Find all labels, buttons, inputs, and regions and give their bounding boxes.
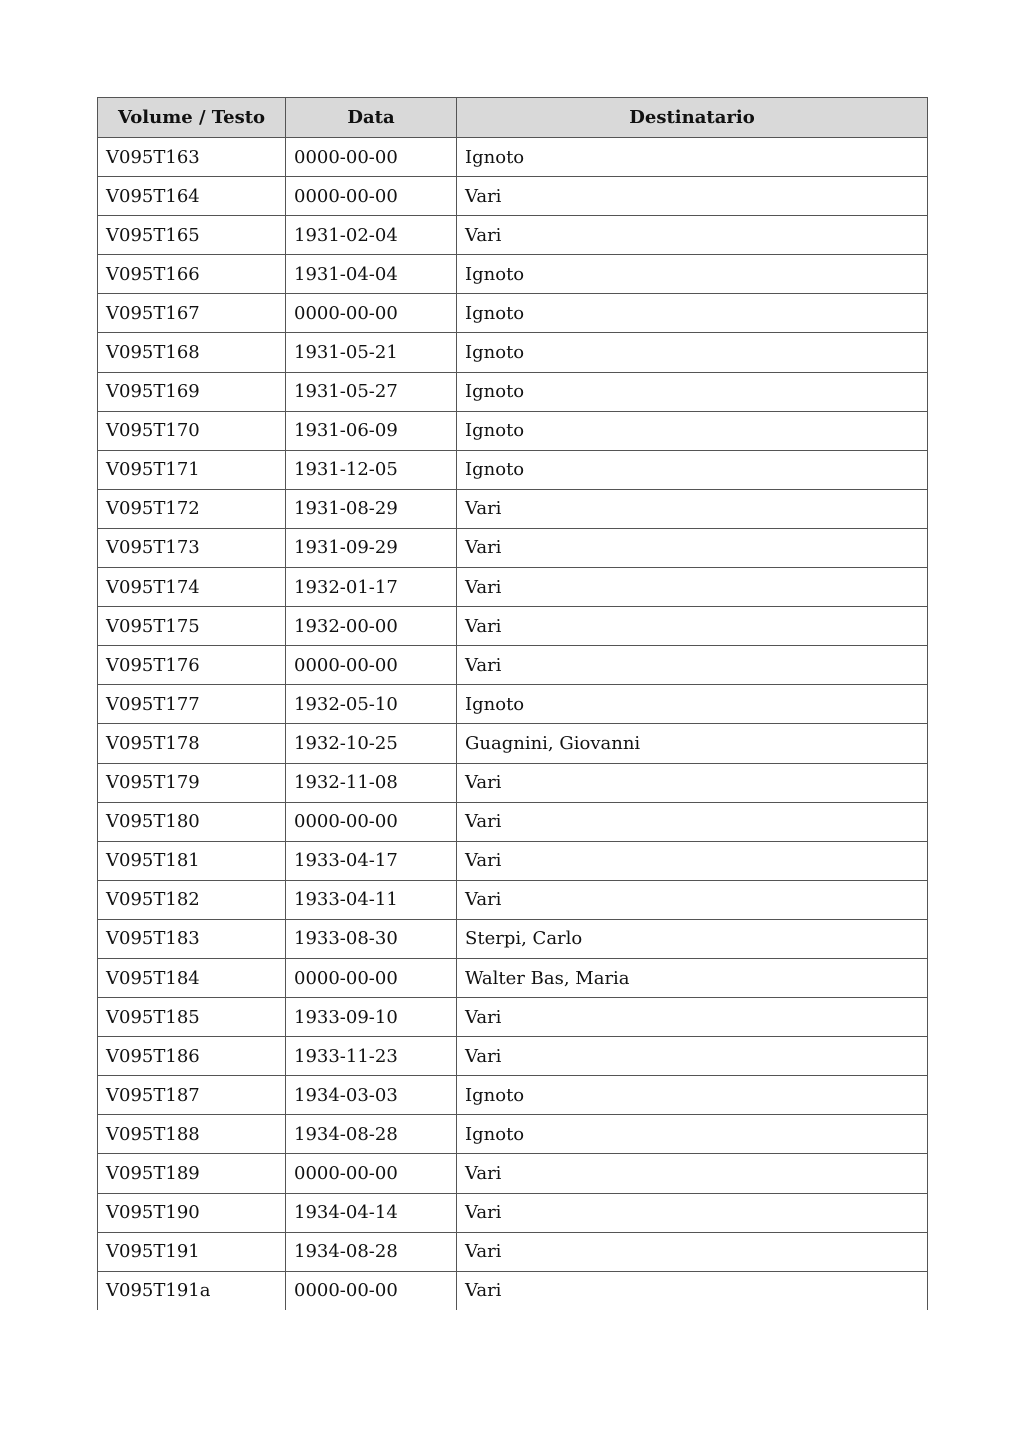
table-row xyxy=(98,372,928,411)
cell-destinatario: Ignoto xyxy=(457,372,928,411)
cell-data: 0000-00-00 xyxy=(286,1271,457,1310)
cell-volume-testo: V095T172 xyxy=(98,489,286,528)
table-row xyxy=(98,998,928,1037)
cell-data: 1933-09-10 xyxy=(286,998,457,1037)
table-row xyxy=(98,528,928,567)
table-row xyxy=(98,489,928,528)
cell-volume-testo: V095T187 xyxy=(98,1076,286,1115)
cell-destinatario: Vari xyxy=(457,1037,928,1076)
table-row xyxy=(98,1271,928,1310)
cell-data: 1931-09-29 xyxy=(286,528,457,567)
cell-volume-testo: V095T177 xyxy=(98,685,286,724)
table-row xyxy=(98,450,928,489)
cell-data: 1934-03-03 xyxy=(286,1076,457,1115)
cell-data: 1931-05-27 xyxy=(286,372,457,411)
cell-destinatario: Walter Bas, Maria xyxy=(457,958,928,997)
table-row xyxy=(98,880,928,919)
cell-volume-testo: V095T164 xyxy=(98,177,286,216)
table-row xyxy=(98,1193,928,1232)
table-row xyxy=(98,177,928,216)
cell-data: 1934-08-28 xyxy=(286,1115,457,1154)
cell-destinatario: Vari xyxy=(457,1193,928,1232)
cell-data: 1931-06-09 xyxy=(286,411,457,450)
table-row xyxy=(98,763,928,802)
cell-destinatario: Vari xyxy=(457,998,928,1037)
cell-destinatario: Vari xyxy=(457,880,928,919)
table-row xyxy=(98,685,928,724)
table-row xyxy=(98,568,928,607)
table-row xyxy=(98,1076,928,1115)
table-row xyxy=(98,919,928,958)
table-row xyxy=(98,802,928,841)
table-header xyxy=(98,98,928,138)
cell-volume-testo: V095T182 xyxy=(98,880,286,919)
table-row xyxy=(98,255,928,294)
cell-destinatario: Ignoto xyxy=(457,138,928,177)
cell-volume-testo: V095T185 xyxy=(98,998,286,1037)
cell-destinatario: Vari xyxy=(457,607,928,646)
table-row xyxy=(98,294,928,333)
cell-destinatario: Vari xyxy=(457,802,928,841)
cell-volume-testo: V095T191 xyxy=(98,1232,286,1271)
table-row xyxy=(98,216,928,255)
cell-data: 1934-04-14 xyxy=(286,1193,457,1232)
cell-data: 0000-00-00 xyxy=(286,958,457,997)
table-row xyxy=(98,1037,928,1076)
header-volume-testo: Volume / Testo xyxy=(98,98,286,138)
cell-volume-testo: V095T188 xyxy=(98,1115,286,1154)
cell-volume-testo: V095T173 xyxy=(98,528,286,567)
cell-destinatario: Ignoto xyxy=(457,450,928,489)
cell-destinatario: Ignoto xyxy=(457,333,928,372)
cell-volume-testo: V095T166 xyxy=(98,255,286,294)
header-row xyxy=(98,98,928,138)
cell-volume-testo: V095T165 xyxy=(98,216,286,255)
cell-volume-testo: V095T176 xyxy=(98,646,286,685)
cell-data: 1932-10-25 xyxy=(286,724,457,763)
cell-destinatario: Vari xyxy=(457,528,928,567)
table-row xyxy=(98,1115,928,1154)
cell-volume-testo: V095T181 xyxy=(98,841,286,880)
cell-data: 1932-01-17 xyxy=(286,568,457,607)
cell-data: 1933-04-11 xyxy=(286,880,457,919)
cell-volume-testo: V095T174 xyxy=(98,568,286,607)
cell-destinatario: Ignoto xyxy=(457,1076,928,1115)
table-row xyxy=(98,958,928,997)
header-data: Data xyxy=(286,98,457,138)
cell-data: 1932-00-00 xyxy=(286,607,457,646)
cell-data: 1934-08-28 xyxy=(286,1232,457,1271)
cell-data: 1933-11-23 xyxy=(286,1037,457,1076)
table-row xyxy=(98,333,928,372)
cell-destinatario: Ignoto xyxy=(457,1115,928,1154)
table-row xyxy=(98,841,928,880)
cell-destinatario: Vari xyxy=(457,489,928,528)
cell-volume-testo: V095T191a xyxy=(98,1271,286,1310)
table-body xyxy=(98,138,928,1310)
cell-data: 0000-00-00 xyxy=(286,802,457,841)
records-table xyxy=(97,97,928,1310)
cell-volume-testo: V095T184 xyxy=(98,958,286,997)
cell-volume-testo: V095T168 xyxy=(98,333,286,372)
cell-data: 1932-11-08 xyxy=(286,763,457,802)
cell-destinatario: Ignoto xyxy=(457,411,928,450)
cell-destinatario: Guagnini, Giovanni xyxy=(457,724,928,763)
cell-data: 1931-08-29 xyxy=(286,489,457,528)
cell-volume-testo: V095T167 xyxy=(98,294,286,333)
table-row xyxy=(98,138,928,177)
cell-destinatario: Vari xyxy=(457,568,928,607)
cell-data: 1933-08-30 xyxy=(286,919,457,958)
cell-volume-testo: V095T175 xyxy=(98,607,286,646)
cell-destinatario: Ignoto xyxy=(457,255,928,294)
cell-destinatario: Ignoto xyxy=(457,685,928,724)
cell-data: 0000-00-00 xyxy=(286,138,457,177)
cell-destinatario: Ignoto xyxy=(457,294,928,333)
table-row xyxy=(98,1154,928,1193)
cell-volume-testo: V095T190 xyxy=(98,1193,286,1232)
header-destinatario: Destinatario xyxy=(457,98,928,138)
cell-destinatario: Vari xyxy=(457,1271,928,1310)
cell-destinatario: Vari xyxy=(457,177,928,216)
table-row xyxy=(98,646,928,685)
cell-data: 1931-12-05 xyxy=(286,450,457,489)
cell-destinatario: Vari xyxy=(457,841,928,880)
cell-volume-testo: V095T180 xyxy=(98,802,286,841)
cell-volume-testo: V095T163 xyxy=(98,138,286,177)
cell-volume-testo: V095T183 xyxy=(98,919,286,958)
cell-data: 0000-00-00 xyxy=(286,1154,457,1193)
cell-volume-testo: V095T169 xyxy=(98,372,286,411)
table-row xyxy=(98,607,928,646)
cell-data: 1933-04-17 xyxy=(286,841,457,880)
cell-data: 1931-02-04 xyxy=(286,216,457,255)
cell-data: 1931-04-04 xyxy=(286,255,457,294)
cell-volume-testo: V095T170 xyxy=(98,411,286,450)
cell-data: 0000-00-00 xyxy=(286,177,457,216)
cell-data: 0000-00-00 xyxy=(286,646,457,685)
cell-destinatario: Sterpi, Carlo xyxy=(457,919,928,958)
table-row xyxy=(98,724,928,763)
cell-data: 1932-05-10 xyxy=(286,685,457,724)
cell-destinatario: Vari xyxy=(457,646,928,685)
cell-destinatario: Vari xyxy=(457,1154,928,1193)
cell-volume-testo: V095T179 xyxy=(98,763,286,802)
cell-destinatario: Vari xyxy=(457,216,928,255)
cell-volume-testo: V095T189 xyxy=(98,1154,286,1193)
cell-destinatario: Vari xyxy=(457,1232,928,1271)
cell-destinatario: Vari xyxy=(457,763,928,802)
cell-volume-testo: V095T171 xyxy=(98,450,286,489)
cell-volume-testo: V095T178 xyxy=(98,724,286,763)
cell-volume-testo: V095T186 xyxy=(98,1037,286,1076)
cell-data: 1931-05-21 xyxy=(286,333,457,372)
cell-data: 0000-00-00 xyxy=(286,294,457,333)
table-row xyxy=(98,411,928,450)
table-row xyxy=(98,1232,928,1271)
